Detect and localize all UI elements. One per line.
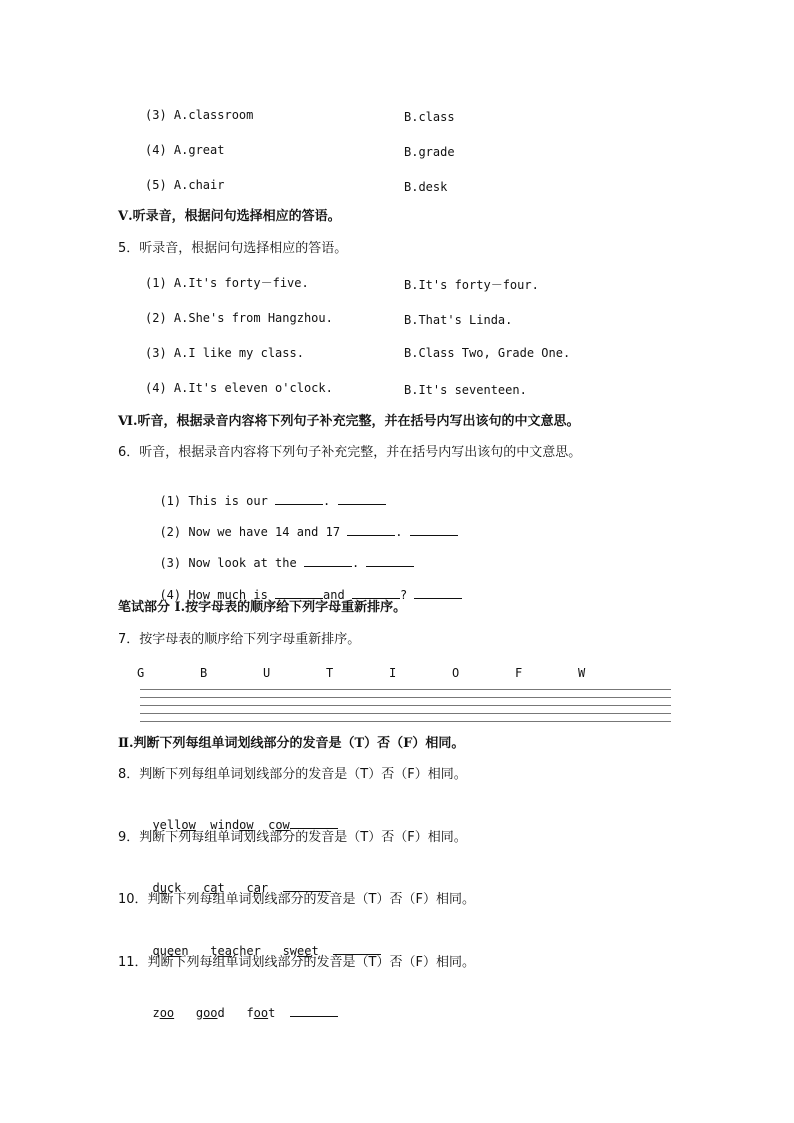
item-3-a: (3) A.classroom — [145, 108, 254, 122]
word-part: qu — [152, 944, 167, 958]
writing-line[interactable] — [140, 713, 671, 714]
word-part: d — [217, 1006, 225, 1020]
question-8: 8．判断下列每组单词划线部分的发音是（T）否（F）相同。 — [118, 767, 467, 782]
letter-w: W — [578, 666, 586, 680]
answer-blank[interactable] — [414, 586, 462, 599]
word-underlined: u — [159, 881, 167, 895]
s6-item-1-text: (1) This is our — [159, 494, 276, 508]
s5-item-1-a: (1) A.It's forty－five. — [145, 276, 309, 290]
s5-item-4-b: B.It's seventeen. — [404, 383, 527, 397]
answer-blank[interactable] — [347, 523, 395, 536]
question-9: 9．判断下列每组单词划线部分的发音是（T）否（F）相同。 — [118, 830, 467, 845]
s6-item-1 — [145, 476, 386, 509]
q11-words — [138, 988, 338, 1021]
s6-item-4-and: and — [323, 588, 352, 602]
question-6: 6．听音，根据录音内容将下列句子补充完整，并在括号内写出该句的中文意思。 — [118, 445, 582, 460]
word-underlined: ow — [181, 818, 196, 832]
s5-item-3-b: B.Class Two, Grade One. — [404, 346, 571, 360]
word-underlined: ea — [217, 944, 232, 958]
s5-item-2-b: B.That's Linda. — [404, 313, 513, 327]
word-underlined: oo — [159, 1006, 175, 1020]
word-part: ck — [166, 881, 182, 895]
word-underlined: a — [210, 881, 218, 895]
word-underlined: oo — [203, 1006, 218, 1020]
s5-item-3-a: (3) A.I like my class. — [145, 346, 304, 360]
section-ii-heading: Ⅱ.判断下列每组单词划线部分的发音是（T）否（F）相同。 — [118, 736, 465, 751]
word-underlined: ee — [166, 944, 182, 958]
word-part: t — [210, 944, 218, 958]
word-part: wind — [210, 818, 240, 832]
word-part: t — [311, 944, 319, 958]
question-7: 7．按字母表的顺序给下列字母重新排序。 — [118, 632, 361, 647]
word-part: t — [268, 1006, 276, 1020]
letter-b: B — [200, 666, 208, 680]
item-4-b: B.grade — [404, 145, 455, 159]
item-5-b: B.desk — [404, 180, 448, 194]
s6-item-2-sep: . — [395, 525, 403, 539]
s6-item-3 — [145, 538, 414, 571]
word-part: f — [246, 1006, 254, 1020]
word-part: z — [152, 1006, 160, 1020]
word-underlined: ow — [275, 818, 290, 832]
s6-item-2 — [145, 507, 458, 540]
question-11: 11．判断下列每组单词划线部分的发音是（T）否（F）相同。 — [118, 955, 475, 970]
section-6-heading: Ⅵ.听音，根据录音内容将下列句子补充完整，并在括号内写出该句的中文意思。 — [118, 414, 580, 429]
s6-item-3-text: (3) Now look at the — [159, 556, 304, 570]
word-part: g — [195, 1006, 204, 1020]
writing-line[interactable] — [140, 721, 671, 722]
letter-u: U — [263, 666, 271, 680]
s5-item-1-b: B.It's forty－four. — [404, 278, 539, 292]
question-10: 10．判断下列每组单词划线部分的发音是（T）否（F）相同。 — [118, 892, 475, 907]
letter-i: I — [389, 666, 397, 680]
word-underlined: ow — [239, 818, 254, 832]
letter-t: T — [326, 666, 334, 680]
word-underlined: ee — [297, 944, 312, 958]
s5-item-2-a: (2) A.She's from Hangzhou. — [145, 311, 333, 325]
answer-blank[interactable] — [275, 586, 323, 599]
answer-blank[interactable] — [290, 816, 338, 829]
word-part: r — [260, 881, 269, 895]
written-heading: 笔试部分 Ⅰ.按字母表的顺序给下列字母重新排序。 — [118, 600, 407, 615]
word-part: t — [217, 881, 225, 895]
s5-item-4-a: (4) A.It's eleven o'clock. — [145, 381, 333, 395]
word-part: n — [181, 944, 189, 958]
word-part: cher — [231, 944, 261, 958]
answer-blank[interactable] — [338, 492, 386, 505]
s6-item-4-end: ? — [399, 588, 408, 602]
word-underlined: oo — [253, 1006, 269, 1020]
answer-blank[interactable] — [304, 554, 352, 567]
answer-blank[interactable] — [410, 523, 458, 536]
answer-blank[interactable] — [366, 554, 414, 567]
item-3-b: B.class — [404, 110, 455, 124]
letter-row — [137, 666, 671, 682]
writing-line[interactable] — [140, 697, 671, 698]
letter-o: O — [452, 666, 460, 680]
word-part: yell — [152, 818, 182, 832]
s6-item-1-sep: . — [323, 494, 331, 508]
letter-f: F — [515, 666, 523, 680]
question-5: 5．听录音，根据问句选择相应的答语。 — [118, 241, 348, 256]
word-underlined: a — [253, 881, 261, 895]
letter-g: G — [137, 666, 145, 680]
s6-item-4-text: (4) How much is — [159, 588, 276, 602]
s6-item-3-sep: . — [351, 556, 360, 570]
answer-blank[interactable] — [352, 586, 400, 599]
word-part: d — [152, 881, 160, 895]
s6-item-2-text: (2) Now we have 14 and 17 — [159, 525, 348, 539]
section-5-heading: Ⅴ.听录音，根据问句选择相应的答语。 — [118, 209, 341, 224]
item-4-a: (4) A.great — [145, 143, 225, 157]
item-5-a: (5) A.chair — [145, 178, 225, 192]
word-part: c — [246, 881, 254, 895]
writing-line[interactable] — [140, 689, 671, 690]
answer-blank[interactable] — [290, 1004, 338, 1017]
word-part: c — [268, 818, 276, 832]
writing-line[interactable] — [140, 705, 671, 706]
word-part: sw — [282, 944, 298, 958]
word-part: c — [203, 881, 211, 895]
answer-blank[interactable] — [275, 492, 323, 505]
